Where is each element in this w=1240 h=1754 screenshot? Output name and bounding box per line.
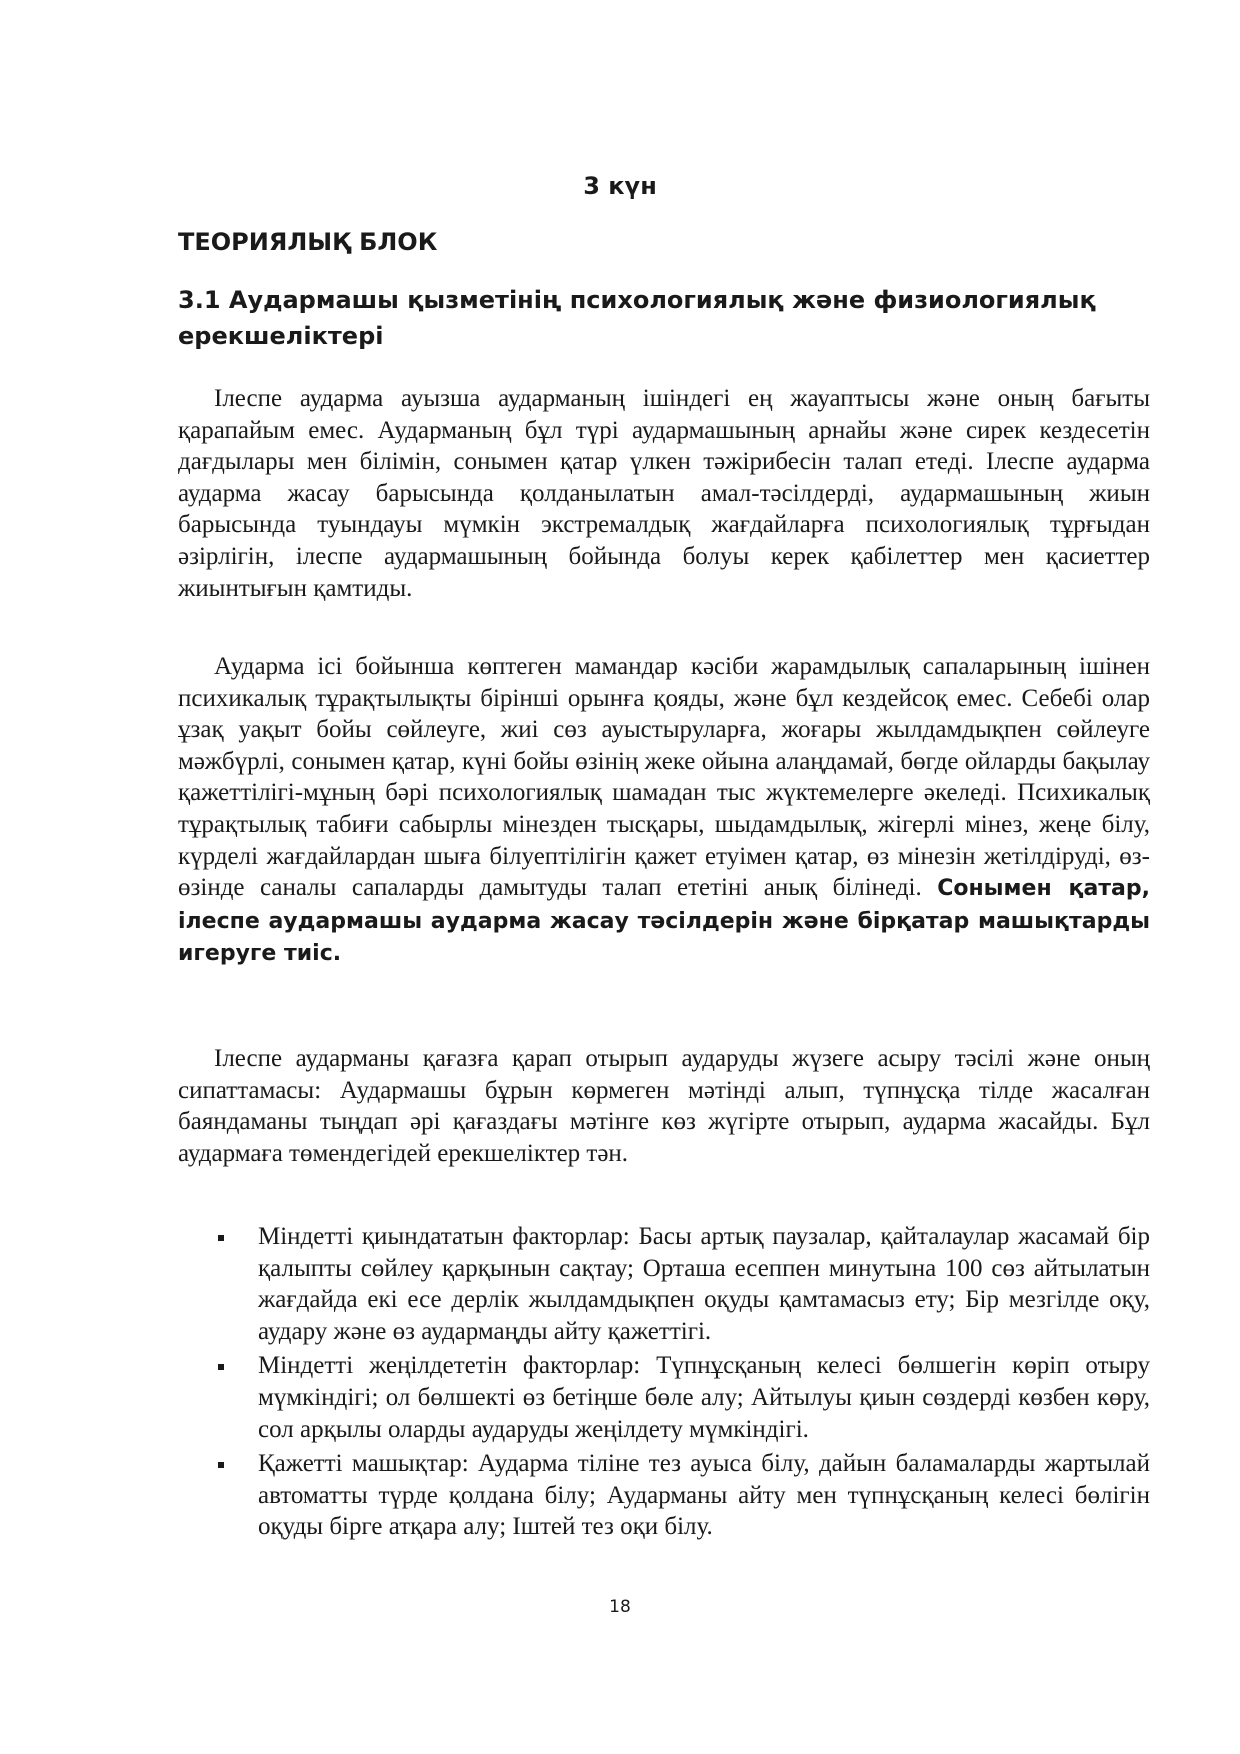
paragraph-3: Ілеспе аударманы қағазға қарап отырып аударуды жүзеге асыру тәсілі және оның сипаттамасы: Аудармашы бұрын көрмеген мәтінді алып, түпнұсқа тілде жасалған баяндаманы тыңдап әрі қағаздағы мәтінге көз жүгірте отырып, аударма жасайды. Бұл аудармаға төмендегідей ерекшеліктер тән. [178,1045,1150,1167]
section-heading: 3.1 Аудармашы қызметінің психологиялық және физиологиялық ерекшеліктері [178,286,1096,350]
list-item [178,1448,1150,1543]
list-item-text: Міндетті қиындататын факторлар: Басы артық паузалар, қайталаулар жасамай бір қалыпты сөйлеу қарқынын сақтау; Орташа есеппен минутына 100 сөз айтылатын жағдайда екі есе дерлік жылдамдықпен оқуды қамтамасыз ету; Бір мезгілде оқу, аудару және өз аудармаңды айту қажеттігі. [258,1223,1150,1345]
list-item-text: Қажетті машықтар: Аударма тіліне тез ауыса білу, дайын баламаларды жартылай автоматты түрде қолдана білу; Аударманы айту мен түпнұсқаның келесі бөлігін оқуды бірге атқара алу; Іштей тез оқи білу. [258,1450,1150,1541]
paragraph-1: Ілеспе аударма ауызша аударманың ішіндегі ең жауаптысы және оның бағыты қарапайым емес. Аударманың бұл түрі аудармашының арнайы және сирек кездесетін дағдылары мен білімін, сонымен қатар үлкен тәжірибесін талап етеді. Ілеспе аударма аударма жасау барысында қолданылатын амал-тәсілдерді, аудармашының жиын барысында туындауы мүмкін экстремалдық жағдайларға психологиялық тұрғыдан әзірлігін, ілеспе аудармашының бойында болуы керек қабілеттер мен қасиеттер жиынтығын қамтиды. [178,385,1150,602]
paragraph-2-text: Аударма ісі бойынша көптеген мамандар кәсіби жарамдылық сапаларының ішінен психикалық тұрақтылықты бірінші орынға қояды, және бұл кездейсоқ емес. Себебі олар ұзақ уақыт бойы сөйлеуге, жиі сөз ауыстыруларға, жоғары жылдамдықпен сөйлеуге мәжбүрлі, сонымен қатар, күні бойы өзінің жеке ойына алаңдамай, бөгде ойларды бақылау қажеттілігі-мұның бәрі психологиялық шамадан тыс жүктемелерге әкеледі. Психикалық тұрақтылық табиғи сабырлы мінезден тысқары, шыдамдылық, жігерлі мінез, жеңе білу, күрделі жағдайлардан шыға білуептілігін қажет етуімен қатар, өз мінезін жетілдіруді, өз-өзінде саналы сапаларды дамытуды талап ететіні анық білінеді. [178,653,1150,902]
square-bullet-icon [218,1462,224,1468]
feature-list [178,1221,1150,1546]
square-bullet-icon [218,1235,224,1241]
list-item [178,1350,1150,1445]
page-number: 18 [609,1597,631,1617]
list-item [178,1221,1150,1347]
paragraph-2 [178,651,1150,970]
day-heading: 3 күн [583,172,657,200]
block-heading: ТЕОРИЯЛЫҚ БЛОК [178,228,438,256]
list-item-text: Міндетті жеңілдететін факторлар: Түпнұсқаның келесі бөлшегін көріп отыру мүмкіндігі; ол бөлшекті өз бетіңше бөле алу; Айтылуы қиын сөздерді көзбен көру, сол арқылы оларды аударуды жеңілдету мүмкіндігі. [258,1352,1150,1443]
square-bullet-icon [218,1364,224,1370]
paragraph-2-emphasis: Сонымен қатар, ілеспе аудармашы аударма жасау тәсілдерін және бірқатар машықтарды игеруге тиіс. [178,876,1150,967]
